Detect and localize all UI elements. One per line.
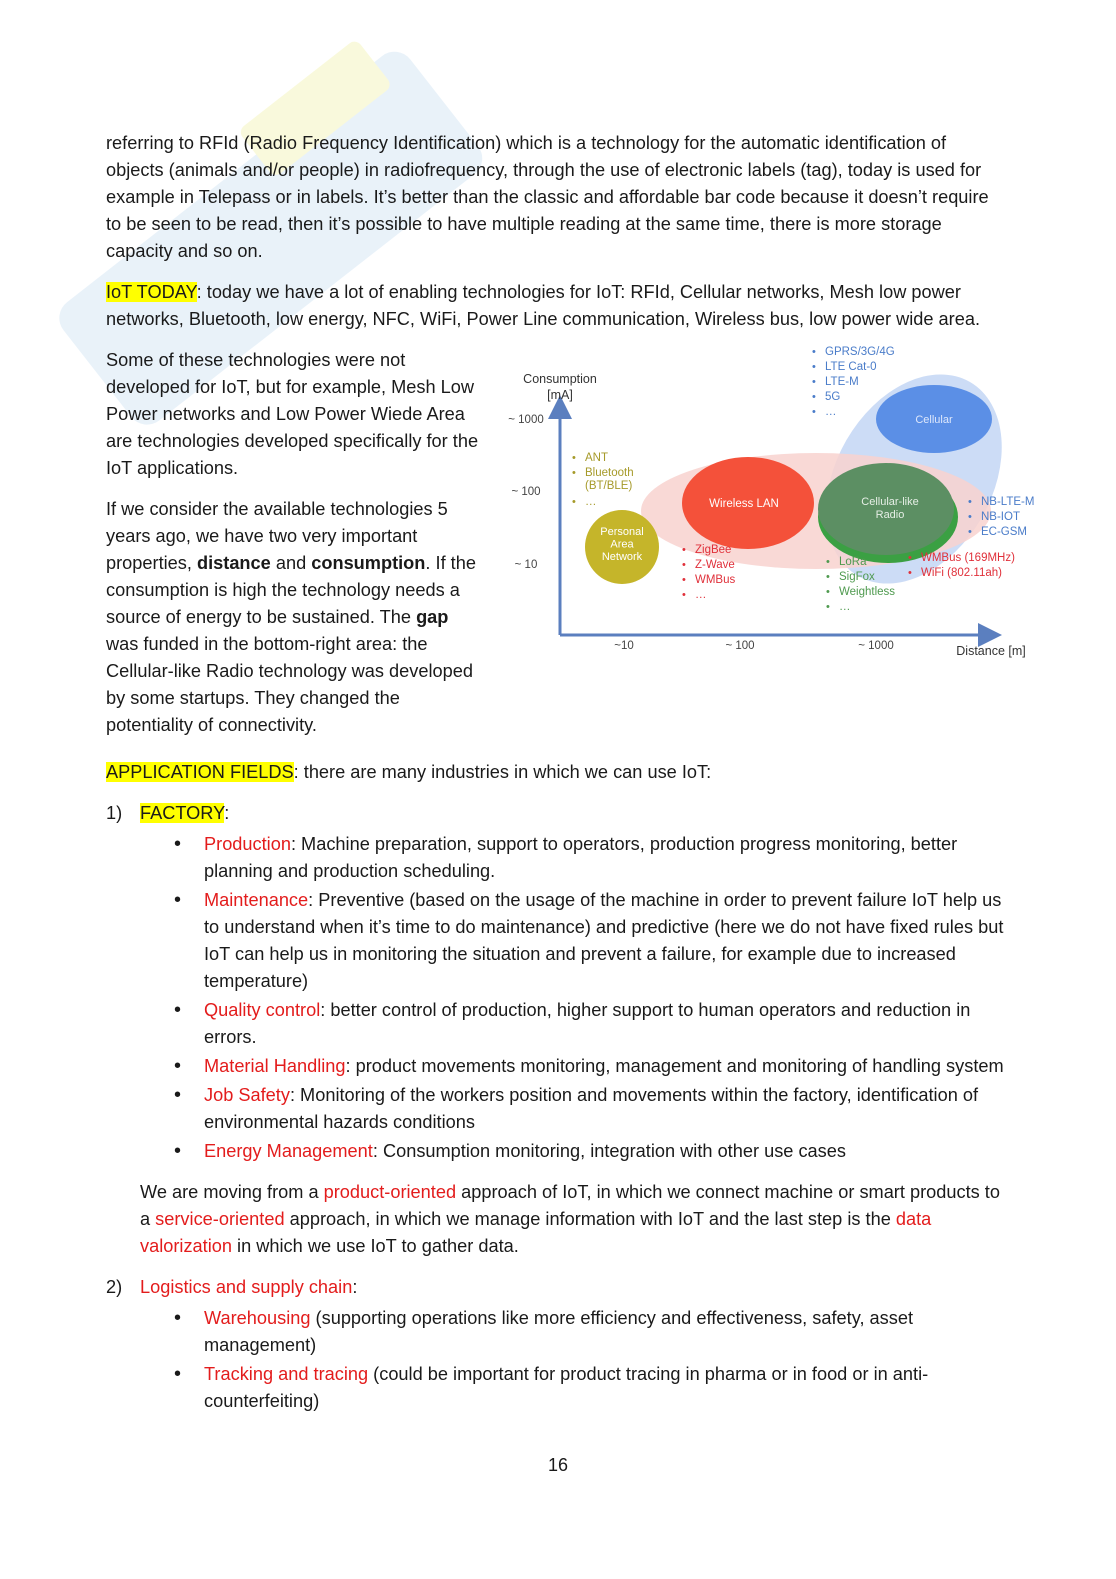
x-tick-label: ~ 100 bbox=[725, 640, 755, 652]
moving-text-b: approach of IoT, in which we connect machine or smart products to a bbox=[140, 1182, 1000, 1229]
lpwa-green-list-bullet: • bbox=[826, 571, 830, 583]
y-tick-label: ~ 10 bbox=[514, 559, 538, 571]
iot-today-label: IoT TODAY bbox=[106, 282, 197, 302]
cellular-list-bullet: • bbox=[812, 361, 816, 373]
factory-item bbox=[204, 1138, 1006, 1165]
cellular-label: Cellular bbox=[915, 414, 953, 426]
factory-term: Production bbox=[204, 834, 291, 854]
moving-paragraph bbox=[106, 1179, 1006, 1260]
factory-item bbox=[106, 800, 1006, 1260]
logistics-item bbox=[204, 1305, 1006, 1359]
lpwa-green-list-bullet: • bbox=[826, 556, 830, 568]
cellular-list-bullet: • bbox=[812, 346, 816, 358]
side-text bbox=[106, 347, 484, 753]
page-number: 16 bbox=[547, 1455, 569, 1475]
lpwa-green-list-entry: LoRa bbox=[839, 556, 867, 568]
product-oriented-term: product-oriented bbox=[323, 1182, 457, 1202]
text-and-figure-row bbox=[106, 346, 1035, 753]
factory-description: : Machine preparation, support to operators, production progress monitoring, better planning and production scheduling. bbox=[204, 834, 958, 881]
factory-sublist bbox=[106, 831, 1006, 1165]
intro-paragraph: referring to RFId (Radio Frequency Identification) which is a technology for the automatic identification of objects (animals and/or people) in radiofrequency, through the use of electronic labels (tag), today is used for example in Telepass or in labels. It’s better than the classic and affordable bar code because it doesn’t require to be seen to be read, then it’s possible to have multiple reading at the same time, there is more storage capacity and so on. bbox=[106, 133, 989, 261]
cellular-list-bullet: • bbox=[812, 376, 816, 388]
lpwa-green-list-entry: … bbox=[839, 601, 851, 613]
lan-list-bullet: • bbox=[682, 574, 686, 586]
factory-term: Material Handling bbox=[204, 1056, 346, 1076]
y-tick-label: ~ 100 bbox=[511, 486, 541, 498]
lan-list-entry: Z-Wave bbox=[695, 559, 735, 571]
wireless-lan-label: Wireless LAN bbox=[709, 498, 779, 510]
lpwa-green-list-entry: SigFox bbox=[839, 571, 875, 583]
application-fields-label: APPLICATION FIELDS bbox=[106, 762, 294, 782]
lpwa-red-list-bullet: • bbox=[908, 567, 912, 579]
lpwa-red-list-entry: WMBus (169MHz) bbox=[921, 552, 1015, 564]
logistics-item bbox=[204, 1361, 1006, 1415]
iot-today-text: : today we have a lot of enabling technologies for IoT: RFId, Cellular networks, Mesh low power networks, Bluetooth, low energy, NFC, WiFi, Power Line communication, Wireless bus, low power wide area. bbox=[106, 282, 981, 329]
lan-list-entry: … bbox=[695, 589, 707, 601]
distance-term: distance bbox=[196, 553, 271, 573]
factory-term: Quality control bbox=[204, 1000, 321, 1020]
factory-item bbox=[204, 887, 1006, 995]
lan-list-bullet: • bbox=[682, 589, 686, 601]
cellular-list-entry: LTE Cat-0 bbox=[825, 361, 877, 373]
side-paragraph-1: Some of these technologies were not developed for IoT, but for example, Mesh Low Power networks and Low Power Wiede Area are technologies developed specifically for the IoT applications. bbox=[106, 350, 479, 478]
pan-list-bullet: • bbox=[572, 452, 576, 464]
lan-list-entry: WMBus bbox=[695, 574, 736, 586]
factory-label: FACTORY bbox=[140, 803, 225, 823]
factory-term: Energy Management bbox=[204, 1141, 373, 1161]
moving-text-c: approach, in which we manage information with IoT and the last step is the bbox=[284, 1209, 896, 1229]
nb-list-bullet: • bbox=[968, 496, 972, 508]
x-axis-label: Distance [m] bbox=[956, 644, 1026, 658]
industries-list bbox=[106, 800, 1006, 1415]
side-text-a: If we consider the available technologies 5 years ago, we have two very important properties, bbox=[106, 499, 448, 573]
logistics-colon: : bbox=[352, 1277, 358, 1297]
gap-term: gap bbox=[416, 607, 449, 627]
pan-list-bullet: • bbox=[572, 467, 576, 479]
logistics-sublist bbox=[106, 1305, 1006, 1415]
factory-description: : Consumption monitoring, integration with other use cases bbox=[372, 1141, 846, 1161]
pan-list-bullet: • bbox=[572, 496, 576, 508]
factory-item bbox=[204, 997, 1006, 1051]
side-text-b: . If the consumption is high the technology needs a source of energy to be sustained. The bbox=[106, 553, 476, 627]
logistics-term: Warehousing bbox=[204, 1308, 311, 1328]
nb-list-entry: EC-GSM bbox=[981, 526, 1027, 538]
lpwa-green-list-bullet: • bbox=[826, 601, 830, 613]
lpwa-green-list-entry: Weightless bbox=[839, 586, 896, 598]
technology-chart bbox=[486, 339, 1035, 659]
cellular-list-bullet: • bbox=[812, 391, 816, 403]
nb-list-bullet: • bbox=[968, 526, 972, 538]
pan-list-entry: ANT bbox=[585, 452, 608, 464]
data-valorization-term: data valorization bbox=[140, 1209, 932, 1256]
cellular-list-entry: 5G bbox=[825, 391, 841, 403]
logistics-item bbox=[106, 1274, 1006, 1415]
nb-list-bullet: • bbox=[968, 511, 972, 523]
nb-list-entry: NB-IOT bbox=[981, 511, 1020, 523]
side-text-and: and bbox=[270, 553, 312, 573]
logistics-term: Tracking and tracing bbox=[204, 1364, 369, 1384]
pan-list-entry: Bluetooth (BT/BLE) bbox=[585, 467, 634, 492]
logistics-label: Logistics and supply chain bbox=[140, 1277, 353, 1297]
cellular-list-entry: GPRS/3G/4G bbox=[825, 346, 895, 358]
lpwa-red-list-bullet: • bbox=[908, 552, 912, 564]
consumption-term: consumption bbox=[311, 553, 426, 573]
cellular-list-bullet: • bbox=[812, 406, 816, 418]
iot-today-paragraph bbox=[106, 279, 1006, 333]
lan-list-bullet: • bbox=[682, 559, 686, 571]
nb-list-entry: NB-LTE-M bbox=[981, 496, 1035, 508]
factory-number: 1) bbox=[106, 803, 123, 823]
factory-description: : Preventive (based on the usage of the machine in order to prevent failure IoT help us to understand when it’s time to do maintenance) and predictive (here we do not have fixed rules but IoT can help us in monitoring the situation and prevent a failure, for example due to increased temperature) bbox=[204, 890, 1004, 991]
factory-term: Maintenance bbox=[204, 890, 309, 910]
factory-description: : Monitoring of the workers position and movements within the factory, identification of environmental hazards conditions bbox=[204, 1085, 979, 1132]
factory-item bbox=[204, 831, 1006, 885]
x-tick-label: ~10 bbox=[614, 640, 634, 652]
pan-label: Personal Area Network bbox=[600, 526, 644, 563]
cellular-list-entry: … bbox=[825, 406, 837, 418]
logistics-description: (could be important for product tracing in pharma or in food or in anti-counterfeiting) bbox=[204, 1364, 929, 1411]
factory-description: : better control of production, higher support to human operators and reduction in errors. bbox=[204, 1000, 971, 1047]
moving-text-d: in which we use IoT to gather data. bbox=[232, 1236, 519, 1256]
x-tick-label: ~ 1000 bbox=[858, 640, 894, 652]
application-fields-paragraph bbox=[106, 759, 1006, 786]
side-text-c: was funded in the bottom-right area: the Cellular-like Radio technology was developed by some startups. They changed the potentiality of connectivity. bbox=[106, 634, 473, 735]
pan-list-entry: … bbox=[585, 496, 597, 508]
factory-term: Job Safety bbox=[204, 1085, 290, 1105]
factory-item bbox=[204, 1053, 1006, 1080]
logistics-description: (supporting operations like more efficiency and effectiveness, safety, asset management) bbox=[204, 1308, 914, 1355]
cellular-list-entry: LTE-M bbox=[825, 376, 859, 388]
lpwa-green-list-bullet: • bbox=[826, 586, 830, 598]
lan-list-bullet: • bbox=[682, 544, 686, 556]
application-fields-text: : there are many industries in which we can use IoT: bbox=[293, 762, 712, 782]
cellular-like-radio-label: Cellular-like Radio bbox=[861, 496, 919, 521]
lan-list-entry: ZigBee bbox=[695, 544, 732, 556]
y-axis-label: Consumption [mA] bbox=[523, 372, 597, 402]
factory-item bbox=[204, 1082, 1006, 1136]
logistics-number: 2) bbox=[106, 1277, 123, 1297]
moving-text-a: We are moving from a bbox=[140, 1182, 324, 1202]
factory-description: : product movements monitoring, management and monitoring of handling system bbox=[345, 1056, 1004, 1076]
factory-colon: : bbox=[224, 803, 230, 823]
service-oriented-term: service-oriented bbox=[155, 1209, 285, 1229]
side-paragraph-2 bbox=[106, 496, 484, 739]
y-tick-label: ~ 1000 bbox=[508, 414, 544, 426]
lpwa-red-list-entry: WiFi (802.11ah) bbox=[921, 567, 1002, 579]
